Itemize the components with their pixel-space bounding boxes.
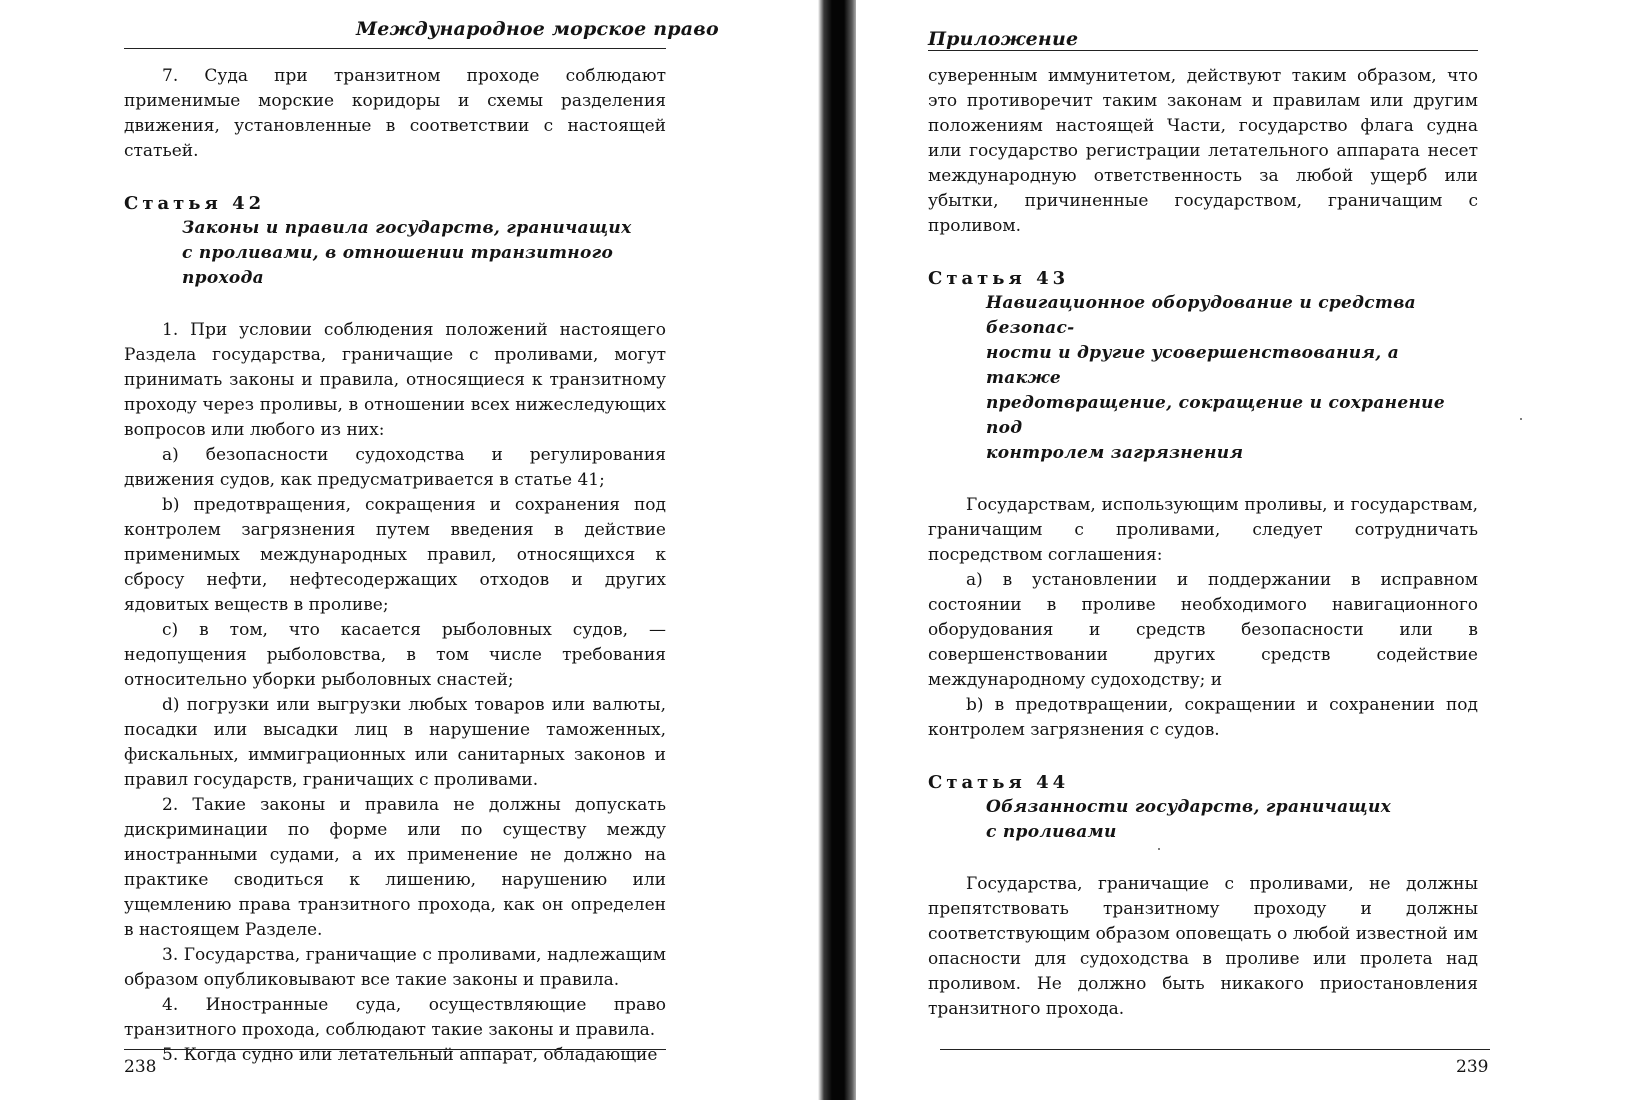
scan-speck xyxy=(1520,418,1522,420)
running-head-left: Международное морское право xyxy=(356,18,719,40)
article-44-title-line-1: Обязанности государств, граничащих xyxy=(986,797,1392,817)
right-page xyxy=(856,0,1646,1100)
article-42-item-b: b) предотвращения, сокращения и сохранения под контролем загрязнения путем введения в действие применимых международных правил, относящихся к сбросу нефти, нефтесодержащих отходов и других ядовитых веществ в проливе; xyxy=(124,495,666,615)
article-42-paragraph-5-start: 5. Когда судно или летательный аппарат, обладающие xyxy=(162,1045,658,1065)
article-44-label: Статья 44 xyxy=(928,772,1070,793)
book-gutter-shadow xyxy=(818,0,860,1100)
running-head-right: Приложение xyxy=(928,28,1079,50)
left-page xyxy=(0,0,820,1100)
article-43-item-b: b) в предотвращении, сокращении и сохранении под контролем загрязнения с судов. xyxy=(928,695,1478,740)
article-42-item-a: a) безопасности судоходства и регулирования движения судов, как предусматривается в статье 41; xyxy=(124,445,666,490)
article-43-title-line-2: ности и другие усовершенствования, а также xyxy=(986,343,1400,388)
article-42-paragraph-4: 4. Иностранные суда, осуществляющие право транзитного прохода, соблюдают такие законы и правила. xyxy=(124,995,666,1040)
scan-speck xyxy=(1158,848,1160,850)
article-43-item-a: a) в установлении и поддержании в исправном состоянии в проливе необходимого навигационного оборудования и средств безопасности или в совершенствовании других средств содействие международному судоходству; и xyxy=(928,570,1478,690)
article-42-title-line-2: с проливами, в отношении транзитного прохода xyxy=(182,243,614,288)
article-42-label: Статья 42 xyxy=(124,193,266,214)
article-43-title-line-4: контролем загрязнения xyxy=(986,443,1244,463)
article-42-item-d: d) погрузки или выгрузки любых товаров или валюты, посадки или высадки лиц в нарушение таможенных, фискальных, иммиграционных или санитарных законов и правил государств, граничащих с проливами. xyxy=(124,695,666,790)
header-rule-right xyxy=(928,50,1478,51)
footer-rule-right xyxy=(940,1049,1490,1050)
header-rule-left xyxy=(124,48,666,49)
article-44-title-line-2: с проливами xyxy=(986,822,1117,842)
right-page-body xyxy=(928,64,1478,1022)
article-42-paragraph-3: 3. Государства, граничащие с проливами, надлежащим образом опубликовывают все такие законы и правила. xyxy=(124,945,666,990)
article-43-title-line-3: предотвращение, сокращение и сохранение под xyxy=(986,393,1445,438)
footer-rule-left xyxy=(124,1049,666,1050)
article-43-intro: Государствам, использующим проливы, и государствам, граничащим с проливами, следует сотрудничать посредством соглашения: xyxy=(928,495,1478,565)
article-42-paragraph-2: 2. Такие законы и правила не должны допускать дискриминации по форме или по существу между иностранными судами, а их применение не должно на практике сводиться к лишению, нарушению или ущемлению права транзитного прохода, как он определен в настоящем Разделе. xyxy=(124,795,666,940)
page-number-left: 238 xyxy=(124,1057,157,1077)
left-page-body xyxy=(124,64,666,1068)
article-44-text: Государства, граничащие с проливами, не должны препятствовать транзитному проходу и должны соответствующим образом оповещать о любой известной им опасности для судоходства в проливе или пролета над проливом. Не должно быть никакого приостановления транзитного прохода. xyxy=(928,874,1478,1019)
article-42-title-line-1: Законы и правила государств, граничащих xyxy=(182,218,632,238)
article-43-title-line-1: Навигационное оборудование и средства безопас- xyxy=(986,293,1416,338)
article-42-item-c: c) в том, что касается рыболовных судов, — недопущения рыболовства, в том числе требования относительно уборки рыболовных снастей; xyxy=(124,620,666,690)
article-42-paragraph-1: 1. При условии соблюдения положений настоящего Раздела государства, граничащие с проливами, могут принимать законы и правила, относящиеся к транзитному проходу через проливы, в отношении всех нижеследующих вопросов или любого из них: xyxy=(124,320,666,440)
article-43-label: Статья 43 xyxy=(928,268,1070,289)
article-42-paragraph-5-continued: суверенным иммунитетом, действуют таким образом, что это противоречит таким законам и правилам или другим положениям настоящей Части, государство флага судна или государство регистрации летательного аппарата несет международную ответственность за любой ущерб или убытки, причиненные государством, граничащим с проливом. xyxy=(928,66,1478,236)
paragraph-7: 7. Суда при транзитном проходе соблюдают применимые морские коридоры и схемы разделения движения, установленные в соответствии с настоящей статьей. xyxy=(124,66,666,161)
page-number-right: 239 xyxy=(1456,1057,1489,1077)
